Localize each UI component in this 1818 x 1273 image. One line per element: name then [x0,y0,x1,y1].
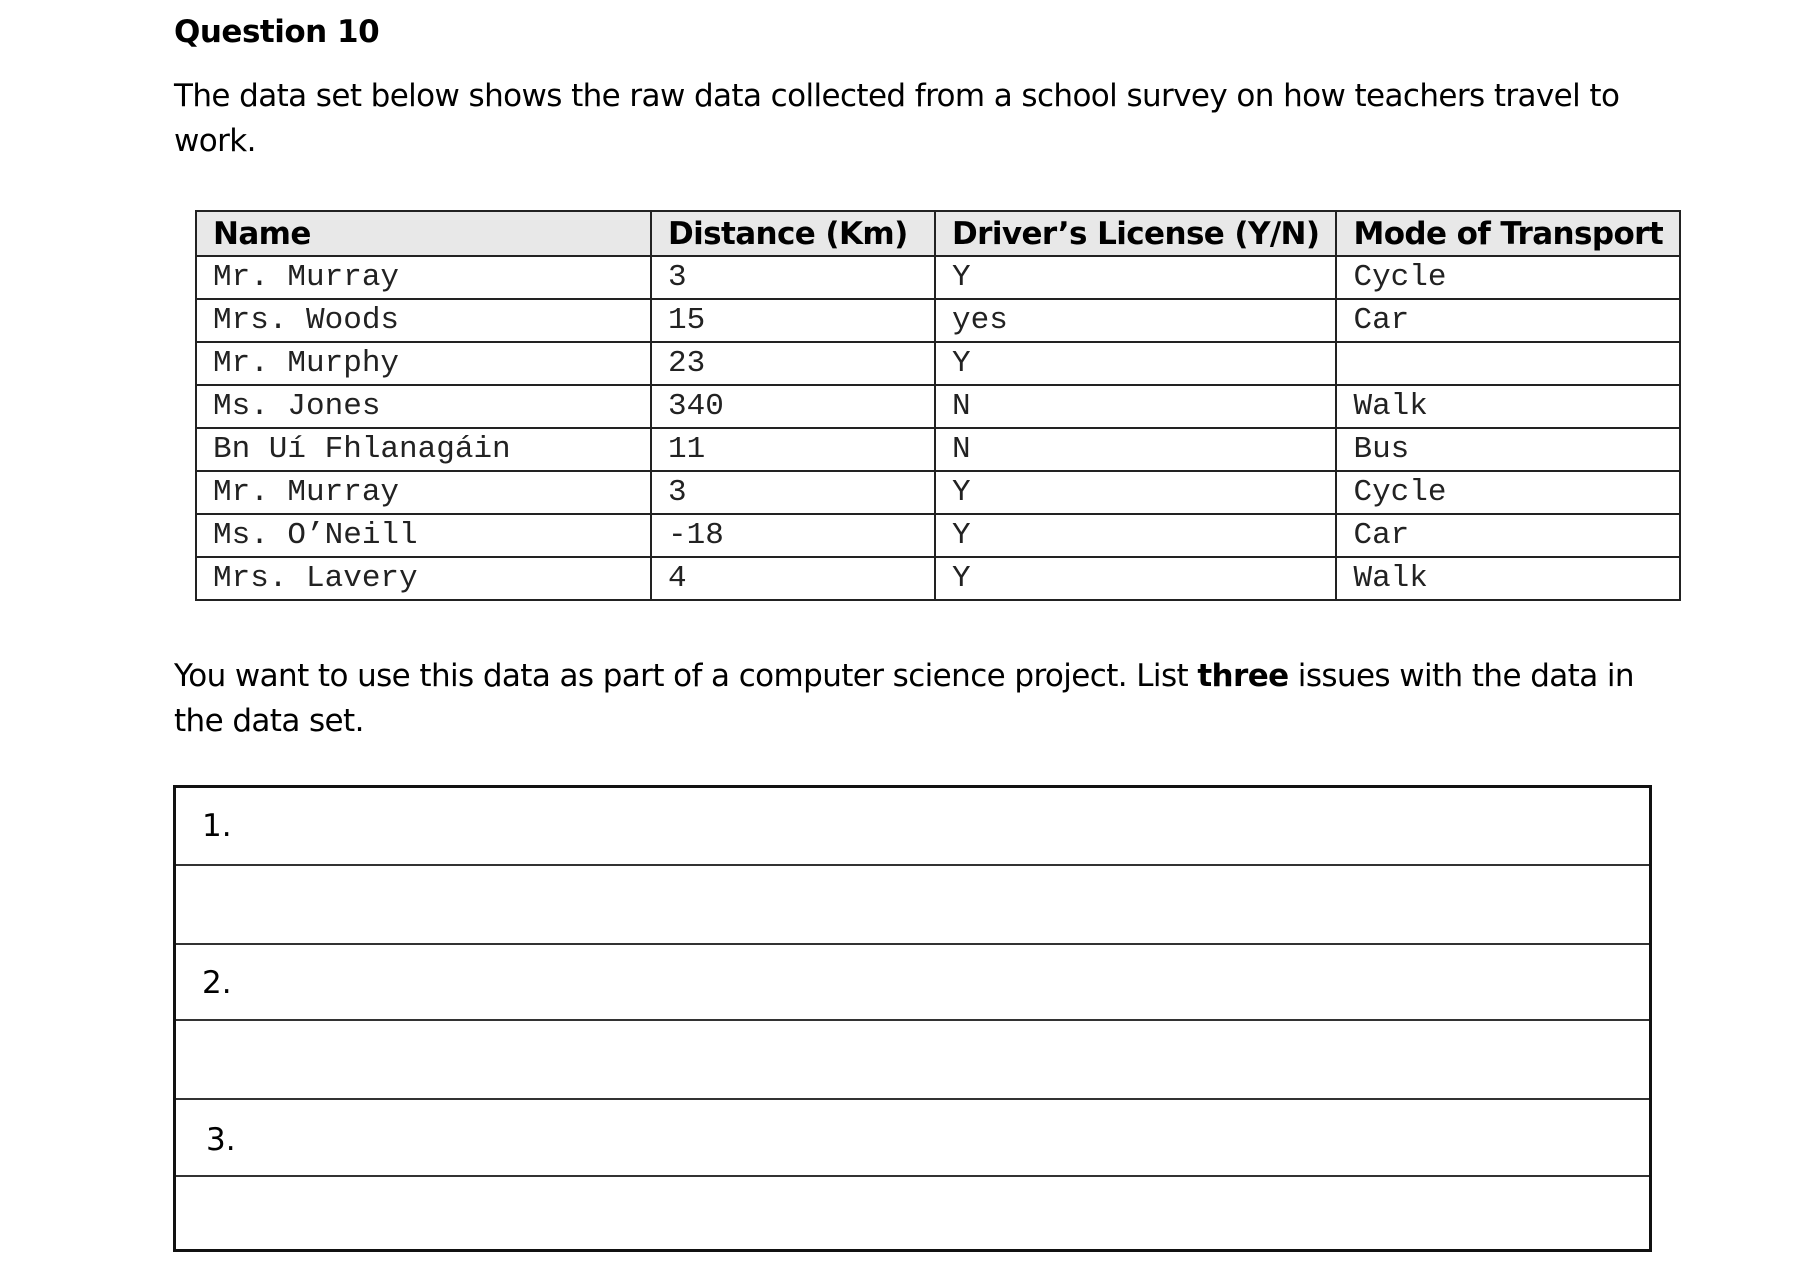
cell-distance: 3 [651,471,935,514]
question-intro: The data set below shows the raw data collected from a school survey on how teachers travel to work. [174,78,1620,159]
cell-name: Ms. Jones [196,385,651,428]
cell-distance: 3 [651,256,935,299]
column-header-license: Driver’s License (Y/N) [935,211,1336,256]
cell-transport: Cycle [1336,256,1680,299]
answer-line-2a[interactable] [176,945,1649,1021]
cell-license: N [935,385,1336,428]
cell-license: yes [935,299,1336,342]
cell-name: Mrs. Woods [196,299,651,342]
cell-name: Mr. Murray [196,471,651,514]
question-title: Question 10 [174,14,380,50]
column-header-distance: Distance (Km) [651,211,935,256]
cell-license: Y [935,514,1336,557]
answer-number-2: 2. [202,965,232,1001]
table-row [196,514,1680,557]
column-header-name: Name [196,211,651,256]
cell-transport: Walk [1336,385,1680,428]
answer-line-1b[interactable] [176,866,1649,945]
cell-distance: 11 [651,428,935,471]
answer-line-3b[interactable] [176,1177,1649,1252]
cell-distance: 23 [651,342,935,385]
prompt-emphasis: three [1197,658,1289,694]
cell-license: Y [935,256,1336,299]
answer-number-3: 3. [206,1122,236,1158]
table-row [196,256,1680,299]
cell-distance: 15 [651,299,935,342]
answer-line-1a[interactable] [176,788,1649,866]
cell-license: Y [935,342,1336,385]
table-row [196,471,1680,514]
cell-name: Mrs. Lavery [196,557,651,600]
table-header-row [196,211,1680,256]
cell-transport: Car [1336,514,1680,557]
cell-transport: Cycle [1336,471,1680,514]
question-prompt [174,654,1674,744]
cell-name: Mr. Murphy [196,342,651,385]
cell-distance: -18 [651,514,935,557]
table-row [196,428,1680,471]
cell-license: Y [935,471,1336,514]
cell-license: Y [935,557,1336,600]
cell-transport: Bus [1336,428,1680,471]
answer-line-2b[interactable] [176,1021,1649,1100]
cell-distance: 4 [651,557,935,600]
cell-transport: Car [1336,299,1680,342]
cell-name: Bn Uí Fhlanagáin [196,428,651,471]
column-header-transport: Mode of Transport [1336,211,1680,256]
cell-distance: 340 [651,385,935,428]
cell-transport: Walk [1336,557,1680,600]
cell-name: Mr. Murray [196,256,651,299]
cell-name: Ms. O’Neill [196,514,651,557]
answer-number-1: 1. [202,808,232,844]
table-row [196,557,1680,600]
table-row [196,385,1680,428]
prompt-text-start: You want to use this data as part of a computer science project. List [174,658,1198,694]
answer-box [173,785,1652,1252]
cell-license: N [935,428,1336,471]
table-row [196,299,1680,342]
answer-line-3a[interactable] [176,1100,1649,1177]
cell-transport [1336,342,1680,385]
table-row [196,342,1680,385]
survey-data-table [195,210,1681,601]
prompt-text-end: issues with the data in the data set. [174,658,1634,739]
